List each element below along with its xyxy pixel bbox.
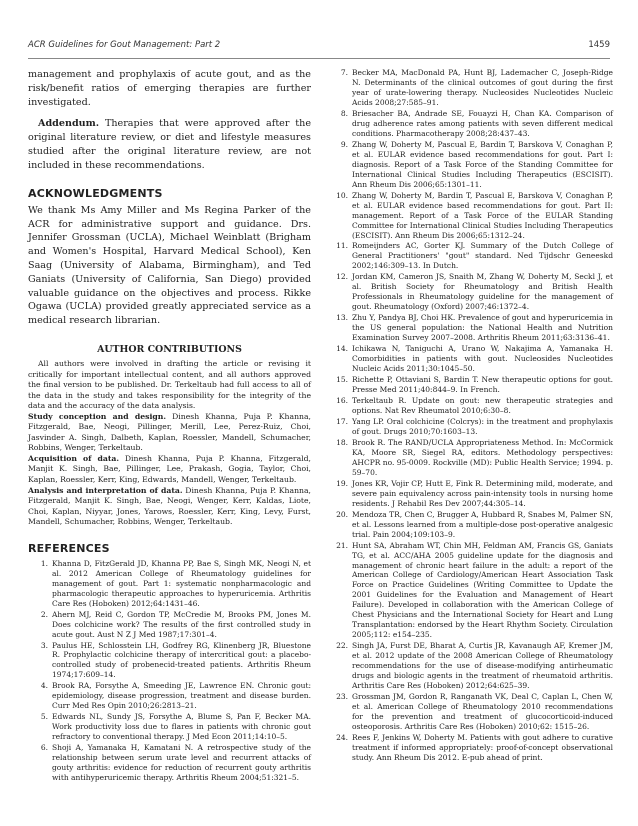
reference-item: 6. Shoji A, Yamanaka H, Kamatani N. A retrospective study of the relationship between serum urate level and recurrent attacks of gouty arthritis: evidence for reduction of recurrent gouty arthritis with antihyperuricemic therapy. Arthritis Rheum 2004;51:321–5. xyxy=(40,743,311,783)
page-number: 1459 xyxy=(588,40,610,50)
addendum-paragraph xyxy=(28,117,311,172)
analysis-label: Analysis and interpretation of data. xyxy=(28,485,183,495)
reference-item: 17. Yang LP. Oral colchicine (Colcrys): in the treatment and prophylaxis of gout. Drugs 2010;70:1603–13. xyxy=(336,416,613,436)
reference-item: 10. Zhang W, Doherty M, Bardin T, Pascual E, Barskova V, Conaghan P, et al. EULAR evidence based recommendations for gout. Part II: management. Report of a Task Force of the EULAR Standing Committee for International Clinical Studies Including Therapeutics (ESCISIT). Ann Rheum Dis 2006;65:1312–24. xyxy=(336,190,613,240)
reference-item: 7. Becker MA, MacDonald PA, Hunt BJ, Lademacher C, Joseph-Ridge N. Determinants of the clinical outcomes of gout during the first year of urate-lowering therapy. Nucleosides Nucleotides Nucleic Acids 2008;27:585–91. xyxy=(340,68,613,107)
reference-item: 12. Jordan KM, Cameron JS, Snaith M, Zhang W, Doherty M, Seckl J, et al. British Society for Rheumatology and British Health Professionals in Rheumatology guideline for the management of gout. Rheumatology (Oxford) 2007;46:1372–4. xyxy=(336,272,613,312)
reference-item: 20. Mendoza TR, Chen C, Brugger A, Hubbard R, Snabes M, Palmer SN, et al. Lessons learned from a multiple-dose post-operative analgesic trial. Pain 2004;109:103–9. xyxy=(336,509,613,539)
reference-item: 8. Briesacher BA, Andrade SE, Fouayzi H, Chan KA. Comparison of drug adherence rates among patients with seven different medical conditions. Pharmacotherapy 2008;28:437–43. xyxy=(340,108,613,138)
addendum-label: Addendum. xyxy=(38,118,100,130)
author-contributions-heading: AUTHOR CONTRIBUTIONS xyxy=(97,344,242,355)
running-title: ACR Guidelines for Gout Management: Part 2 xyxy=(28,40,221,50)
references-list-right xyxy=(328,68,613,763)
reference-item: 11. Romeijnders AC, Gorter KJ. Summary of the Dutch College of General Practitioners' "gout" standard. Ned Tijdschr Geneeskd 2002;146:309–13. In Dutch. xyxy=(336,241,613,271)
author-contributions-text: All authors were involved in drafting the article or revising it critically for important intellectual content, and all authors approved the final version to be published. Dr. Terkeltaub had full access to all of the data in the study and takes responsibility for the integrity of the data and the accuracy of the data analysis. xyxy=(28,359,311,411)
addendum-text: Therapies that were approved after the original literature review, or diet and lifestyle measures studied after the original literature review, are not included in these recommendations. xyxy=(28,118,311,171)
reference-item: 22. Singh JA, Furst DE, Bharat A, Curtis JR, Kavanaugh AF, Kremer JM, et al. 2012 update of the 2008 American College of Rheumatology recommendations for the use of disease-modifying antirheumatic drugs and biologic agents in the treatment of rheumatoid arthritis. Arthritis Care Res (Hoboken) 2012;64:625–39. xyxy=(336,641,613,691)
acquisition-paragraph xyxy=(28,454,311,486)
running-head xyxy=(28,40,610,54)
study-design-paragraph xyxy=(28,412,311,454)
intro-paragraph: management and prophylaxis of acute gout, and as the risk/benefit ratios of emerging therapies are further investigated. xyxy=(28,69,311,108)
reference-item: 18. Brook R. The RAND/UCLA Appropriateness Method. In: McCormick KA, Moore SR, Siegel RA, editors. Methodology perspectives: AHCPR no. 95-0009. Rockville (MD): Public Health Service; 1994. p. 59–70. xyxy=(336,437,613,477)
analysis-paragraph xyxy=(28,486,311,528)
acquisition-label: Acquisition of data. xyxy=(28,453,120,463)
references-list-left xyxy=(28,559,311,783)
reference-item: 5. Edwards NL, Sundy JS, Forsythe A, Blume S, Pan F, Becker MA. Work productivity loss due to flares in patients with chronic gout refractory to conventional therapy. J Med Econ 2011;14:10–5. xyxy=(40,712,311,742)
reference-item: 2. Ahern MJ, Reid C, Gordon TP, McCredie M, Brooks PM, Jones M. Does colchicine work? The results of the first controlled study in acute gout. Aust N Z J Med 1987;17:301–4. xyxy=(40,609,311,639)
reference-item: 14. Ichikawa N, Taniguchi A, Urano W, Nakajima A, Yamanaka H. Comorbidities in patients with gout. Nucleosides Nucleotides Nucleic Acids 2011;30:1045–50. xyxy=(336,344,613,374)
study-design-label: Study conception and design. xyxy=(28,411,167,421)
reference-item: 19. Jones KR, Vojir CP, Hutt E, Fink R. Determining mild, moderate, and severe pain equivalency across pain-intensity tools in nursing home residents. J Rehabil Res Dev 2007;44:305–14. xyxy=(336,478,613,508)
reference-item: 3. Paulus HE, Schlosstein LH, Godfrey RG, Klinenberg JR, Bluestone R. Prophylactic colchicine therapy of intercritical gout: a placebo-controlled study of probenecid-treated patients. Arthritis Rheum 1974;17:609–14. xyxy=(40,640,311,680)
left-column xyxy=(28,68,311,784)
reference-item: 4. Brook RA, Forsythe A, Smeeding JE, Lawrence EN. Chronic gout: epidemiology, disease progression, treatment and disease burden. Curr Med Res Opin 2010;26:2813–21. xyxy=(40,681,311,711)
references-heading: REFERENCES xyxy=(28,541,110,555)
analysis-text: Dinesh Khanna, Puja P. Khanna, Fitzgerald, Manjit K. Singh, Bae, Neogi, Wenger, Kerr, Kaldas, Liote, Choi, Kaplan, Niyyar, Jones, Yarows, Roessler, Kerr, King, Levy, Furst, Mandell, Schumacher, Robbins, Wenger, Terkeltaub. xyxy=(28,485,312,527)
reference-item: 13. Zhu Y, Pandya BJ, Choi HK. Prevalence of gout and hyperuricemia in the US general population: the National Health and Nutrition Examination Survey 2007–2008. Arthritis Rheum 2011;63:3136–41. xyxy=(336,313,613,343)
reference-item: 15. Richette P, Ottaviani S, Bardin T. New therapeutic options for gout. Presse Med 2011;40:844–9. In French. xyxy=(336,375,613,395)
reference-item: 16. Terkeltaub R. Update on gout: new therapeutic strategies and options. Nat Rev Rheumatol 2010;6:30–8. xyxy=(336,396,613,415)
reference-item: 21. Hunt SA, Abraham WT, Chin MH, Feldman AM, Francis GS, Ganiats TG, et al. ACC/AHA 2005 guideline update for the diagnosis and management of chronic heart failure in the adult: a report of the American College of Cardiology/American Heart Association Task Force on Practice Guidelines (Writing Committee to Update the 2001 Guidelines for the Evaluation and Management of Heart Failure). Developed in collaboration with the American College of Chest Physicians and the International Society for Heart and Lung Transplantation: endorsed by the Heart Rhythm Society. Circulation 2005;112: e154–235. xyxy=(336,540,613,640)
header-rule xyxy=(28,58,610,59)
reference-item: 1. Khanna D, FitzGerald JD, Khanna PP, Bae S, Singh MK, Neogi N, et al. 2012 American College of Rheumatology guidelines for management of gout. Part 1: systematic nonpharmacologic and pharmacologic therapeutic approaches to hyperuricemia. Arthritis Care Res (Hoboken) 2012;64:1431–46. xyxy=(40,558,311,608)
acquisition-text: Dinesh Khanna, Puja P. Khanna, Fitzgerald, Manjit K. Singh, Bae, Pillinger, Lee, Prakash, Gogia, Taylor, Choi, Kaplan, Roessler, Kerr, King, Edwards, Mandell, Wenger, Terkeltaub. xyxy=(28,453,311,485)
study-design-text: Dinesh Khanna, Puja P. Khanna, Fitzgerald, Bae, Neogi, Pillinger, Merill, Lee, Perez-Ruiz, Choi, Jasvinder A. Singh, Dalbeth, Kaplan, Roessler, Mandell, Schumacher, Robbins, Wenger, Terkeltaub. xyxy=(28,411,311,453)
reference-item: 9. Zhang W, Doherty M, Pascual E, Bardin T, Barskova V, Conaghan P, et al. EULAR evidence based recommendations for gout. Part I: diagnosis. Report of a Task Force of the Standing Committee for International Clinical Studies Including Therapeutics (ESCISIT). Ann Rheum Dis 2006;65:1301–11. xyxy=(340,139,613,189)
acknowledgments-heading: ACKNOWLEDGMENTS xyxy=(28,186,163,200)
reference-item: 24. Rees F, Jenkins W, Doherty M. Patients with gout adhere to curative treatment if informed appropriately: proof-of-concept observational study. Ann Rheum Dis 2012. E-pub ahead of print. xyxy=(336,732,613,762)
reference-item: 23. Grossman JM, Gordon R, Ranganath VK, Deal C, Caplan L, Chen W, et al. American College of Rheumatology 2010 recommendations for the prevention and treatment of glucocorticoid-induced osteoporosis. Arthritis Care Res (Hoboken) 2010;62: 1515–26. xyxy=(336,692,613,731)
right-column xyxy=(328,68,613,764)
acknowledgments-text: We thank Ms Amy Miller and Ms Regina Parker of the ACR for administrative support and guidance. Drs. Jennifer Grossman (UCLA), Michael Weinblatt (Brigham and Women's Hospital, Harvard Medical School), Ken Saag (University of Alabama, Birmingham), and Ted Ganiats (University of California, San Diego) provided valuable guidance on the objectives and process. Rikke Ogawa (UCLA) provided greatly appreciated service as a medical research librarian. xyxy=(28,204,311,327)
